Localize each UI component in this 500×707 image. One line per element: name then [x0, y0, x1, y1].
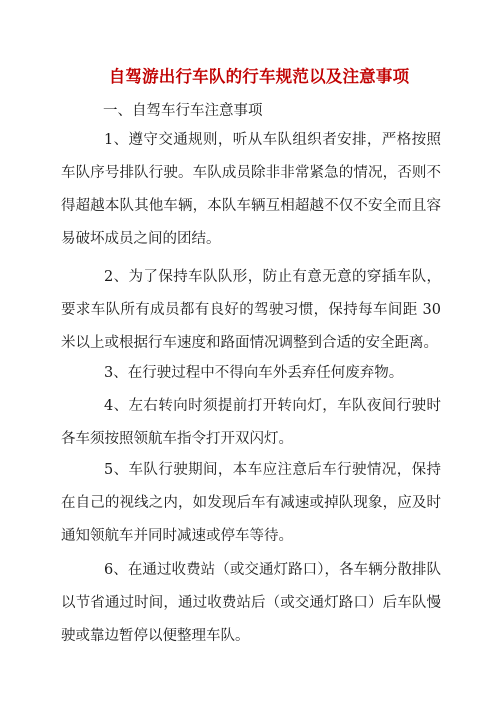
paragraph-3: 3、在行驶过程中不得向车外丢弃任何废弃物。 — [104, 365, 404, 381]
document-title: 自驾游出行车队的行车规范以及注意事项 — [108, 67, 410, 86]
section-heading: 一、自驾车行车注意事项 — [103, 103, 263, 119]
paragraph-5: 5、车队行驶期间，本车应注意后车行驶情况，保持在自己的视线之内，如发现后车有减速或掉队现象，应及时通知领航车并同时减速或停车等待。 — [61, 462, 441, 544]
paragraph-4: 4、左右转向时须提前打开转向灯，车队夜间行驶时各车须按照领航车指令打开双闪灯。 — [61, 398, 441, 447]
paragraph-2: 2、为了保持车队队形，防止有意无意的穿插车队，要求车队所有成员都有良好的驾驶习惯，保持每车间距 30 米以上或根据行车速度和路面情况调整到合适的安全距离。 — [61, 269, 441, 351]
paragraph-1: 1、遵守交通规则，听从车队组织者安排，严格按照车队序号排队行驶。车队成员除非非常紧急的情况，否则不得超越本队其他车辆，本队车辆互相超越不仅不安全而且容易破坏成员之间的团结。 — [61, 132, 441, 247]
paragraph-6: 6、在通过收费站（或交通灯路口），各车辆分散排队以节省通过时间，通过收费站后（或交通灯路口）后车队慢驶或靠边暂停以便整理车队。 — [61, 562, 441, 644]
